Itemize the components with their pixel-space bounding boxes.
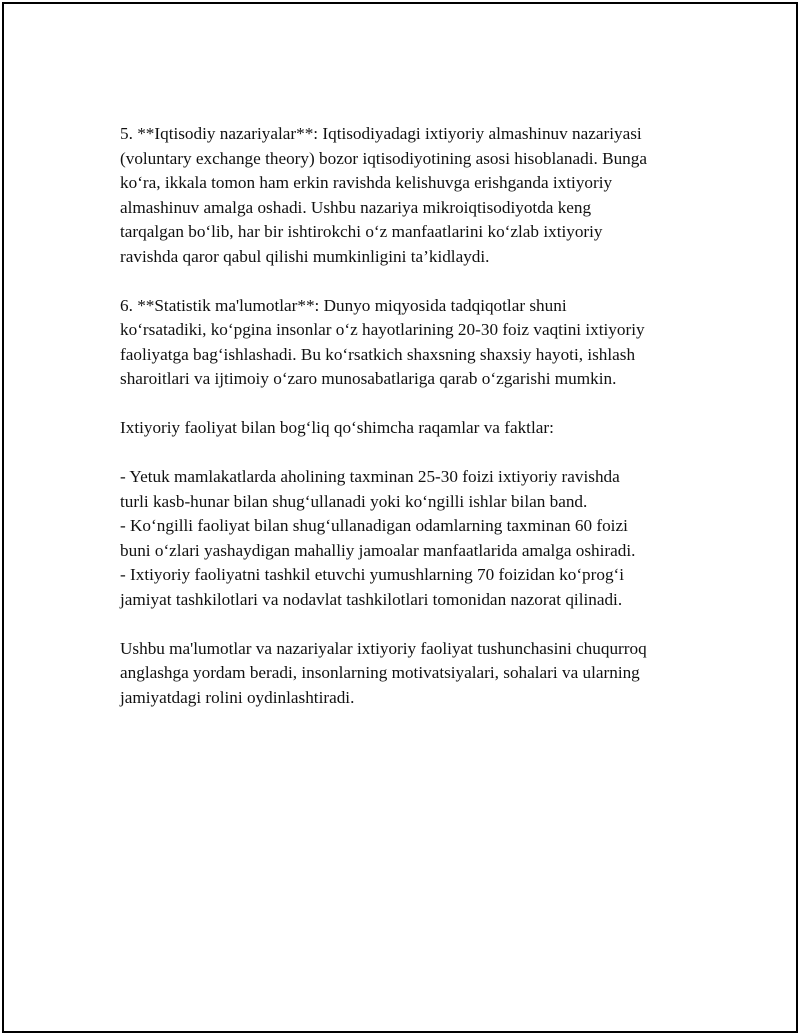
text-line: buni o‘zlari yashaydigan mahalliy jamoalar manfaatlarida amalga oshiradi. bbox=[120, 540, 636, 560]
paragraph-conclusion bbox=[120, 637, 720, 711]
text-line: ravishda qaror qabul qilishi mumkinligini ta’kidlaydi. bbox=[120, 246, 490, 266]
page-frame bbox=[2, 2, 798, 1033]
paragraph-facts-list bbox=[120, 465, 720, 612]
text-line: Ushbu ma'lumotlar va nazariyalar ixtiyoriy faoliyat tushunchasini chuqurroq bbox=[120, 638, 647, 658]
text-line: anglashga yordam beradi, insonlarning motivatsiyalari, sohalari va ularning bbox=[120, 663, 640, 682]
text-line: Ixtiyoriy faoliyat bilan bog‘liq qo‘shimcha raqamlar va faktlar: bbox=[120, 418, 554, 437]
text-line: jamiyat tashkilotlari va nodavlat tashkilotlari tomonidan nazorat qilinadi. bbox=[120, 589, 623, 609]
text-line: tarqalgan bo‘lib, har bir ishtirokchi o‘z manfaatlarini ko‘zlab ixtiyoriy bbox=[120, 222, 603, 241]
paragraph-intro-facts bbox=[120, 416, 720, 441]
text-line: ko‘rsatadiki, ko‘pgina insonlar o‘z hayotlarining 20-30 foiz vaqtini ixtiyoriy bbox=[120, 320, 645, 339]
paragraph-statistics bbox=[120, 294, 720, 392]
text-line: sharoitlari va ijtimoiy o‘zaro munosabatlariga qarab o‘zgarishi mumkin. bbox=[120, 369, 617, 388]
text-line: 5. **Iqtisodiy nazariyalar**: Iqtisodiyadagi ixtiyoriy almashinuv nazariyasi bbox=[120, 124, 642, 143]
text-line: faoliyatga bag‘ishlashadi. Bu ko‘rsatkich shaxsning shaxsiy hayoti, ishlash bbox=[120, 344, 636, 364]
text-line: ko‘ra, ikkala tomon ham erkin ravishda kelishuvga erishganda ixtiyoriy bbox=[120, 173, 613, 192]
text-line: almashinuv amalga oshadi. Ushbu nazariya mikroiqtisodiyotda keng bbox=[120, 197, 592, 217]
text-line: (voluntary exchange theory) bozor iqtisodiyotining asosi hisoblanadi. Bunga bbox=[120, 148, 647, 168]
paragraph-economic-theories bbox=[120, 122, 720, 269]
list-item: - Ko‘ngilli faoliyat bilan shug‘ullanadigan odamlarning taxminan 60 foizi bbox=[120, 516, 628, 535]
list-item: - Ixtiyoriy faoliyatni tashkil etuvchi yumushlarning 70 foizidan ko‘prog‘i bbox=[120, 565, 625, 584]
text-line: 6. **Statistik ma'lumotlar**: Dunyo miqyosida tadqiqotlar shuni bbox=[120, 295, 567, 315]
text-line: turli kasb-hunar bilan shug‘ullanadi yoki ko‘ngilli ishlar bilan band. bbox=[120, 491, 588, 511]
document-body bbox=[120, 122, 720, 735]
list-item: - Yetuk mamlakatlarda aholining taxminan 25-30 foizi ixtiyoriy ravishda bbox=[120, 467, 620, 486]
text-line: jamiyatdagi rolini oydinlashtiradi. bbox=[120, 687, 355, 707]
